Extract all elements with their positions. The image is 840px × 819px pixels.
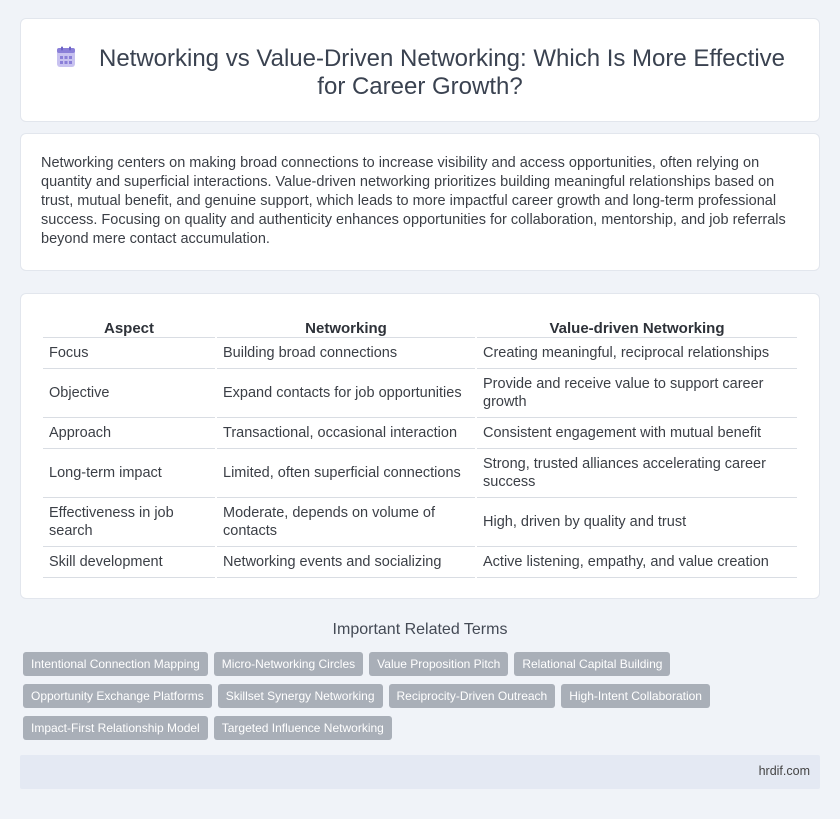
related-term-tag[interactable]: Opportunity Exchange Platforms	[23, 684, 212, 708]
related-term-tag[interactable]: Intentional Connection Mapping	[23, 652, 208, 676]
related-term-tag[interactable]: Targeted Influence Networking	[214, 716, 392, 740]
document-icon	[55, 46, 77, 68]
intro-paragraph: Networking centers on making broad connections to increase visibility and access opportunities, often relying on quantity and superficial interactions. Value-driven networking prioritizes building meaningful relationships based on trust, mutual benefit, and genuine support, which leads to more impactful career growth and long-term professional success. Focusing on quality and authenticity enhances opportunities for collaboration, mentorship, and job referrals beyond mere contact accumulation.	[41, 155, 786, 247]
cell-value-driven: High, driven by quality and trust	[477, 498, 797, 547]
cell-networking: Transactional, occasional interaction	[217, 418, 475, 449]
cell-aspect: Effectiveness in job search	[43, 498, 215, 547]
cell-networking: Building broad connections	[217, 338, 475, 369]
footer-site-link[interactable]: hrdif.com	[758, 764, 810, 778]
cell-networking: Expand contacts for job opportunities	[217, 369, 475, 418]
related-term-tag[interactable]: High-Intent Collaboration	[561, 684, 710, 708]
related-terms-list	[23, 652, 813, 748]
cell-aspect: Objective	[43, 369, 215, 418]
comparison-table	[41, 316, 799, 578]
header-networking: Networking	[217, 316, 475, 338]
cell-aspect: Focus	[43, 338, 215, 369]
header-value-driven: Value-driven Networking	[477, 316, 797, 338]
cell-aspect: Long-term impact	[43, 449, 215, 498]
title-card	[20, 18, 820, 122]
table-row	[43, 369, 797, 418]
header-aspect: Aspect	[43, 316, 215, 338]
page-title-text: Networking vs Value-Driven Networking: Which Is More Effective for Career Growth?	[98, 45, 785, 100]
cell-value-driven: Creating meaningful, reciprocal relationships	[477, 338, 797, 369]
related-terms-heading: Important Related Terms	[332, 621, 508, 638]
table-row	[43, 498, 797, 547]
table-row	[43, 338, 797, 369]
comparison-card	[20, 293, 820, 599]
table-row	[43, 449, 797, 498]
related-term-tag[interactable]: Relational Capital Building	[514, 652, 670, 676]
cell-networking: Moderate, depends on volume of contacts	[217, 498, 475, 547]
related-term-tag[interactable]: Value Proposition Pitch	[369, 652, 508, 676]
table-row	[43, 418, 797, 449]
table-header-row	[43, 316, 797, 338]
cell-value-driven: Strong, trusted alliances accelerating career success	[477, 449, 797, 498]
cell-value-driven: Active listening, empathy, and value creation	[477, 547, 797, 578]
cell-networking: Limited, often superficial connections	[217, 449, 475, 498]
title-wrap	[21, 45, 819, 101]
cell-networking: Networking events and socializing	[217, 547, 475, 578]
footer	[20, 755, 820, 789]
related-term-tag[interactable]: Skillset Synergy Networking	[218, 684, 383, 708]
related-term-tag[interactable]: Micro-Networking Circles	[214, 652, 363, 676]
related-term-tag[interactable]: Impact-First Relationship Model	[23, 716, 208, 740]
cell-value-driven: Consistent engagement with mutual benefit	[477, 418, 797, 449]
cell-value-driven: Provide and receive value to support career growth	[477, 369, 797, 418]
related-term-tag[interactable]: Reciprocity-Driven Outreach	[389, 684, 556, 708]
cell-aspect: Approach	[43, 418, 215, 449]
page-title	[21, 45, 819, 101]
table-row	[43, 547, 797, 578]
cell-aspect: Skill development	[43, 547, 215, 578]
intro-card	[20, 133, 820, 271]
